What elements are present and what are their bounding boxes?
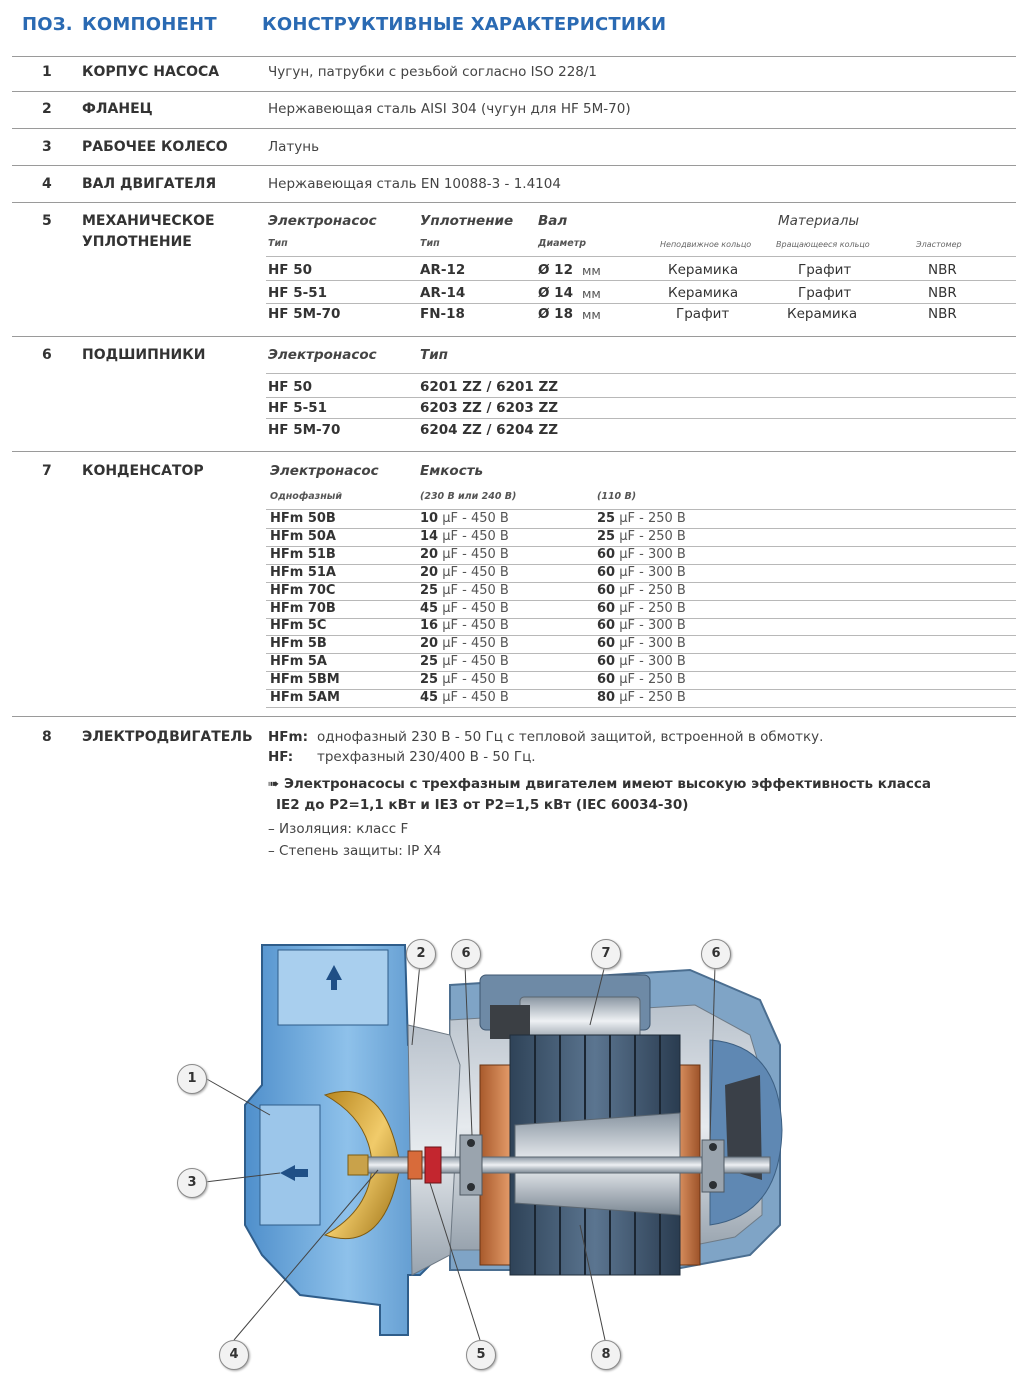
component-name: ЭЛЕКТРОДВИГАТЕЛЬ	[82, 729, 253, 745]
callout-marker: 4	[219, 1340, 249, 1370]
capacitor-110v-unit: μF - 250 В	[619, 690, 686, 705]
sub-header-type: Тип	[268, 238, 288, 249]
bearing-type: 6201 ZZ / 6201 ZZ	[420, 379, 559, 395]
row-divider	[12, 202, 1016, 203]
capacitor-110v-unit: μF - 250 В	[619, 672, 686, 688]
capacitor-230v-unit: μF - 450 В	[442, 564, 509, 580]
capacitor-110v	[597, 511, 686, 526]
bearing-type: 6203 ZZ / 6203 ZZ	[420, 400, 559, 416]
protection-degree: – Степень защиты: IP X4	[268, 843, 442, 859]
capacitor-row	[270, 672, 1016, 690]
sub-header-stationary-ring: Неподвижное кольцо	[660, 240, 752, 249]
capacitor-model: HFm 50B	[270, 511, 336, 526]
capacitor-230v-value: 20	[420, 636, 439, 652]
bearing-pump: HF 5M-70	[268, 422, 341, 438]
capacitor-model: HFm 5AM	[270, 690, 340, 705]
capacitor-230v	[420, 654, 509, 669]
capacitor-model: HFm 5B	[270, 636, 327, 652]
capacitor-230v-unit: μF - 450 В	[442, 690, 509, 705]
capacitor-110v	[597, 636, 686, 651]
capacitor-model: HFm 70B	[270, 600, 336, 616]
row-divider	[12, 451, 1016, 452]
callout-marker: 5	[466, 1340, 496, 1370]
capacitor-230v-value: 20	[420, 546, 439, 562]
capacitor-110v-value: 60	[597, 546, 616, 562]
capacitor-230v-value: 25	[420, 654, 439, 670]
capacitor-row	[270, 690, 1016, 708]
efficiency-note-line1: Электронасосы с трехфазным двигателем имеют высокую эффективность класса	[284, 776, 932, 792]
seal-stationary: Графит	[676, 306, 730, 322]
bearing-pump: HF 5-51	[268, 400, 328, 416]
seal-elastomer: NBR	[928, 306, 957, 322]
header-component: КОМПОНЕНТ	[82, 14, 217, 35]
seal-rotating: Графит	[798, 262, 852, 278]
component-name: РАБОЧЕЕ КОЛЕСО	[82, 139, 228, 155]
row-number: 3	[42, 139, 52, 155]
col-header-pump: Электронасос	[270, 463, 379, 479]
pump-illustration	[150, 925, 800, 1375]
capacitor-model: HFm 5BM	[270, 672, 340, 688]
sub-divider	[266, 303, 1016, 304]
capacitor-110v-value: 60	[597, 654, 616, 670]
capacitor-230v-unit: μF - 450 В	[442, 636, 509, 652]
sub-divider	[266, 397, 1016, 398]
bearing-type: 6204 ZZ / 6204 ZZ	[420, 422, 559, 438]
component-name: ФЛАНЕЦ	[82, 101, 153, 117]
row-divider	[12, 165, 1016, 166]
capacitor-model: HFm 5A	[270, 654, 327, 670]
capacitor-model: HFm 5C	[270, 618, 327, 634]
capacitor-230v-unit: μF - 450 В	[442, 511, 509, 526]
capacitor-230v	[420, 547, 509, 562]
capacitor-230v	[420, 511, 509, 526]
row-number: 5	[42, 213, 52, 229]
component-name: КОРПУС НАСОСА	[82, 64, 220, 80]
arrow-icon: ➠	[268, 776, 280, 792]
capacitor-230v-unit: μF - 450 В	[442, 528, 509, 544]
col-header-seal: Уплотнение	[420, 213, 514, 229]
callout-marker: 2	[406, 939, 436, 969]
component-description: Нержавеющая сталь AISI 304 (чугун для HF 5M-70)	[268, 101, 631, 117]
capacitor-230v-unit: μF - 450 В	[442, 672, 509, 688]
row-divider	[12, 56, 1016, 57]
capacitor-row	[270, 618, 1016, 636]
motor-hfm-text: однофазный 230 В - 50 Гц с тепловой защитой, встроенной в обмотку.	[317, 729, 824, 745]
capacitor-110v-value: 60	[597, 618, 616, 634]
seal-pump: HF 5M-70	[268, 306, 341, 322]
header-characteristics: КОНСТРУКТИВНЫЕ ХАРАКТЕРИСТИКИ	[262, 14, 667, 35]
capacitor-row	[270, 547, 1016, 565]
component-description: Нержавеющая сталь EN 10088-3 - 1.4104	[268, 176, 561, 192]
seal-unit: мм	[582, 263, 601, 278]
capacitor-230v-value: 14	[420, 528, 439, 544]
capacitor-110v	[597, 565, 686, 580]
sub-divider	[266, 509, 1016, 510]
capacitor-row	[270, 601, 1016, 619]
capacitor-110v-unit: μF - 300 В	[619, 546, 686, 562]
col-header-shaft: Вал	[538, 213, 568, 229]
capacitor-110v-value: 60	[597, 582, 616, 598]
col-header-capacity: Емкость	[420, 463, 484, 479]
capacitor-230v	[420, 690, 509, 705]
capacitor-230v-value: 16	[420, 618, 439, 634]
seal-rotating: Керамика	[787, 306, 858, 322]
row-number: 1	[42, 64, 52, 80]
capacitor-110v	[597, 654, 686, 669]
motor-hf-label: HF:	[268, 749, 294, 765]
capacitor-110v	[597, 690, 686, 705]
seal-rotating: Графит	[798, 285, 852, 301]
capacitor-110v-value: 60	[597, 636, 616, 652]
seal-stationary: Керамика	[668, 285, 739, 301]
component-description: Чугун, патрубки с резьбой согласно ISO 228/1	[268, 64, 598, 80]
component-name: ПОДШИПНИКИ	[82, 347, 206, 363]
pump-cutaway-diagram	[150, 925, 800, 1375]
sub-header-elastomer: Эластомер	[916, 240, 962, 249]
seal-type: FN-18	[420, 306, 465, 322]
capacitor-230v	[420, 529, 509, 544]
seal-diameter: Ø 14	[538, 285, 573, 301]
capacitor-model: HFm 51B	[270, 546, 336, 562]
capacitor-model: HFm 50A	[270, 528, 336, 544]
capacitor-110v-unit: μF - 300 В	[619, 618, 686, 634]
capacitor-110v-unit: μF - 300 В	[619, 636, 686, 652]
capacitor-110v	[597, 618, 686, 633]
callout-marker: 7	[591, 939, 621, 969]
capacitor-230v	[420, 672, 509, 687]
callout-marker: 1	[177, 1064, 207, 1094]
seal-unit: мм	[582, 286, 601, 301]
row-number: 2	[42, 101, 52, 117]
capacitor-110v-unit: μF - 250 В	[619, 582, 686, 598]
seal-diameter: Ø 18	[538, 306, 573, 322]
callout-marker: 6	[701, 939, 731, 969]
capacitor-230v-value: 25	[420, 582, 439, 598]
row-divider	[12, 128, 1016, 129]
mechanical-seal	[408, 1147, 441, 1183]
capacitor-110v-value: 80	[597, 690, 616, 705]
callout-marker: 6	[451, 939, 481, 969]
col-header-materials: Материалы	[778, 213, 859, 229]
motor-hfm-label: HFm:	[268, 729, 308, 745]
capacitor-230v	[420, 583, 509, 598]
capacitor-110v-unit: μF - 300 В	[619, 564, 686, 580]
capacitor-110v-unit: μF - 300 В	[619, 654, 686, 670]
capacitor-230v-value: 25	[420, 672, 439, 688]
component-name: ВАЛ ДВИГАТЕЛЯ	[82, 176, 217, 192]
capacitor-row	[270, 583, 1016, 601]
capacitor-230v-unit: μF - 450 В	[442, 654, 509, 670]
sub-header-type: Тип	[420, 238, 440, 249]
capacitor-110v-value: 60	[597, 600, 616, 616]
capacitor-row	[270, 511, 1016, 529]
header-pos: ПОЗ.	[22, 14, 73, 35]
capacitor-110v-unit: μF - 250 В	[619, 600, 686, 616]
component-name: КОНДЕНСАТОР	[82, 463, 204, 479]
capacitor-110v-value: 25	[597, 511, 616, 526]
row-divider	[12, 716, 1016, 717]
capacitor-110v-value: 60	[597, 672, 616, 688]
capacitor-110v	[597, 583, 686, 598]
seal-type: AR-12	[420, 262, 466, 278]
capacitor-110v-unit: μF - 250 В	[619, 511, 686, 526]
row-divider	[12, 336, 1016, 337]
sub-divider	[266, 418, 1016, 419]
capacitor-230v	[420, 601, 509, 616]
sub-header-230v: (230 В или 240 В)	[420, 491, 517, 502]
capacitor-row	[270, 636, 1016, 654]
sub-header-diameter: Диаметр	[538, 238, 587, 249]
row-number: 4	[42, 176, 52, 192]
seal-elastomer: NBR	[928, 262, 957, 278]
motor-hf-text: трехфазный 230/400 В - 50 Гц.	[317, 749, 536, 765]
row-number: 6	[42, 347, 52, 363]
seal-pump: HF 50	[268, 262, 313, 278]
capacitor-row	[270, 529, 1016, 547]
sub-divider	[266, 707, 1016, 708]
capacitor-model: HFm 70C	[270, 582, 336, 598]
capacitor-230v-value: 20	[420, 564, 439, 580]
row-number: 7	[42, 463, 52, 479]
seal-elastomer: NBR	[928, 285, 957, 301]
capacitor-110v	[597, 672, 686, 687]
capacitor-230v-unit: μF - 450 В	[442, 618, 509, 634]
efficiency-note-line2: IE2 до P2=1,1 кВт и IE3 от P2=1,5 кВт (IEC 60034-30)	[276, 797, 689, 813]
capacitor-230v-unit: μF - 450 В	[442, 546, 509, 562]
capacitor-230v	[420, 565, 509, 580]
component-name: МЕХАНИЧЕСКОЕ УПЛОТНЕНИЕ	[82, 213, 215, 250]
col-header-type: Тип	[420, 347, 448, 363]
col-header-pump: Электронасос	[268, 347, 377, 363]
capacitor-110v	[597, 529, 686, 544]
capacitor-110v	[597, 547, 686, 562]
component-description: Латунь	[268, 139, 320, 155]
capacitor-row	[270, 654, 1016, 672]
callout-marker: 3	[177, 1168, 207, 1198]
sub-header-110v: (110 В)	[597, 491, 637, 502]
seal-diameter: Ø 12	[538, 262, 573, 278]
capacitor-110v-value: 60	[597, 564, 616, 580]
sub-header-rotating-ring: Вращающееся кольцо	[776, 240, 870, 249]
capacitor-110v	[597, 601, 686, 616]
capacitor-230v-unit: μF - 450 В	[442, 600, 509, 616]
efficiency-note	[268, 774, 931, 816]
capacitor-110v-value: 25	[597, 528, 616, 544]
col-header-pump: Электронасос	[268, 213, 377, 229]
row-number: 8	[42, 729, 52, 745]
capacitor-model: HFm 51A	[270, 564, 336, 580]
sub-header-single-phase: Однофазный	[270, 491, 343, 502]
row-divider	[12, 91, 1016, 92]
capacitor-230v-value: 45	[420, 600, 439, 616]
bearing-pump: HF 50	[268, 379, 313, 395]
capacitor-row	[270, 565, 1016, 583]
sub-divider	[266, 373, 1016, 374]
insulation-class: – Изоляция: класс F	[268, 821, 409, 837]
capacitor-230v	[420, 636, 509, 651]
capacitor-230v-value: 45	[420, 690, 439, 705]
sub-divider	[266, 256, 1016, 257]
seal-unit: мм	[582, 307, 601, 322]
sub-divider	[266, 280, 1016, 281]
capacitor-230v-value: 10	[420, 511, 439, 526]
seal-stationary: Керамика	[668, 262, 739, 278]
callout-marker: 8	[591, 1340, 621, 1370]
capacitor-230v-unit: μF - 450 В	[442, 582, 509, 598]
capacitor-230v	[420, 618, 509, 633]
seal-pump: HF 5-51	[268, 285, 328, 301]
seal-type: AR-14	[420, 285, 466, 301]
capacitor-110v-unit: μF - 250 В	[619, 528, 686, 544]
